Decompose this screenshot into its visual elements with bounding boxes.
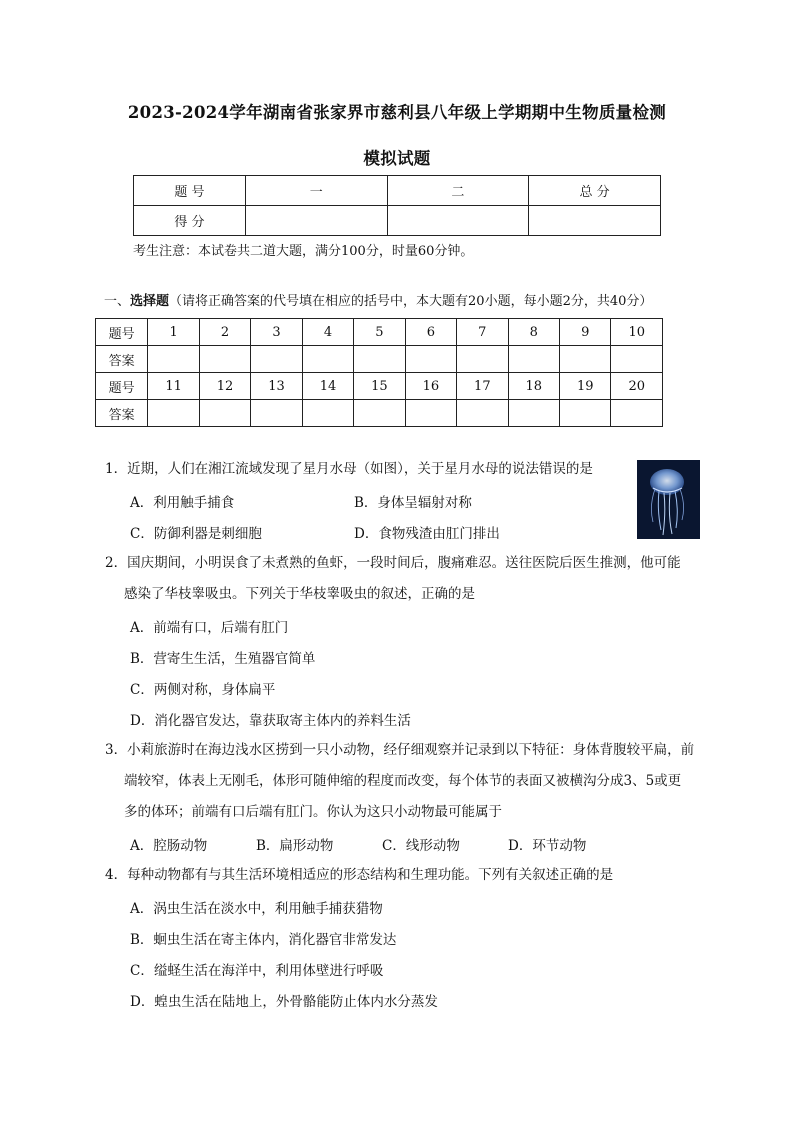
exam-notice: 考生注意：本试卷共二道大题，满分100分，时量60分钟。 [133, 244, 474, 259]
answer-cell[interactable] [560, 400, 611, 427]
question-3-stem-line1: 3．小莉旅游时在海边浅水区捞到一只小动物，经仔细观察并记录到以下特征：身体背腹较平扁，前 [105, 742, 695, 758]
score-header-cell: 题 号 [134, 176, 246, 206]
answer-num: 17 [457, 373, 508, 400]
question-4-stem: 4．每种动物都有与其生活环境相适应的形态结构和生理功能。下列有关叙述正确的是 [105, 867, 614, 883]
question-1-option-c: C．防御利器是刺细胞 [130, 526, 262, 542]
answer-num: 16 [405, 373, 456, 400]
answer-cell[interactable] [199, 400, 250, 427]
score-header-cell: 一 [245, 176, 387, 206]
question-2-option-b: B．营寄生生活，生殖器官简单 [130, 651, 316, 667]
section-title: 选择题 [130, 294, 170, 309]
exam-title: 2023-2024学年湖南省张家界市慈利县八年级上学期期中生物质量检测 [127, 103, 667, 122]
question-3-option-c: C．线形动物 [382, 838, 460, 854]
answer-num: 14 [302, 373, 353, 400]
section-prefix: 一、 [104, 294, 131, 309]
section-heading [104, 290, 652, 309]
question-3-option-d: D．环节动物 [508, 838, 587, 854]
question-4-option-a: A．涡虫生活在淡水中，利用触手捕获猎物 [130, 901, 383, 917]
answer-cell[interactable] [199, 346, 250, 373]
answer-cell[interactable] [560, 346, 611, 373]
question-2-option-c: C．两侧对称，身体扁平 [130, 682, 276, 698]
answer-label: 答案 [96, 346, 148, 373]
answer-num: 12 [199, 373, 250, 400]
answer-cell[interactable] [508, 400, 559, 427]
answer-cell[interactable] [354, 400, 405, 427]
answer-num: 18 [508, 373, 559, 400]
question-4-option-b: B．蛔虫生活在寄主体内，消化器官非常发达 [130, 932, 397, 948]
answer-num: 4 [302, 319, 353, 346]
question-3-stem-line2: 端较窄，体表上无刚毛，体形可随伸缩的程度而改变，每个体节的表面又被横沟分成3、5或更 [124, 773, 682, 789]
question-2-stem-line1: 2．国庆期间，小明误食了未煮熟的鱼虾，一段时间后，腹痛难忍。送往医院后医生推测，他可能 [105, 555, 681, 571]
question-2-stem-line2: 感染了华枝睾吸虫。下列关于华枝睾吸虫的叙述，正确的是 [124, 586, 475, 602]
answer-num-label: 题号 [96, 373, 148, 400]
question-4-option-c: C．缢蛏生活在海洋中，利用体壁进行呼吸 [130, 963, 384, 979]
score-header-cell: 二 [387, 176, 529, 206]
answer-cell[interactable] [611, 400, 663, 427]
score-input-cell[interactable] [245, 206, 387, 236]
answer-num: 3 [251, 319, 302, 346]
answer-num: 20 [611, 373, 663, 400]
question-3-stem-line3: 多的体环；前端有口后端有肛门。你认为这只小动物最可能属于 [124, 804, 502, 820]
answer-cell[interactable] [611, 346, 663, 373]
score-row-label: 得 分 [134, 206, 246, 236]
answer-cell[interactable] [354, 346, 405, 373]
answer-cell[interactable] [405, 346, 456, 373]
answer-num: 8 [508, 319, 559, 346]
answer-cell[interactable] [148, 346, 199, 373]
answer-num: 9 [560, 319, 611, 346]
answer-num: 2 [199, 319, 250, 346]
answer-cell[interactable] [405, 400, 456, 427]
answer-cell[interactable] [508, 346, 559, 373]
section-instructions: （请将正确答案的代号填在相应的括号中，本大题有20小题，每小题2分，共40分） [169, 294, 653, 309]
question-3-option-b: B．扁形动物 [256, 838, 334, 854]
answer-num: 10 [611, 319, 663, 346]
question-1-option-b: B．身体呈辐射对称 [354, 495, 472, 511]
exam-subtitle: 模拟试题 [363, 149, 431, 168]
score-table [133, 175, 661, 236]
answer-num-label: 题号 [96, 319, 148, 346]
score-header-cell: 总 分 [529, 176, 661, 206]
question-1-option-a: A．利用触手捕食 [130, 495, 235, 511]
answer-cell[interactable] [251, 346, 302, 373]
answer-cell[interactable] [302, 400, 353, 427]
answer-num: 11 [148, 373, 199, 400]
answer-num: 5 [354, 319, 405, 346]
answer-num: 7 [457, 319, 508, 346]
answer-cell[interactable] [148, 400, 199, 427]
question-3-option-a: A．腔肠动物 [130, 838, 208, 854]
score-input-cell[interactable] [529, 206, 661, 236]
jellyfish-image [637, 460, 700, 539]
answer-num: 13 [251, 373, 302, 400]
answer-cell[interactable] [457, 400, 508, 427]
question-1-option-d: D．食物残渣由肛门排出 [354, 526, 500, 542]
answer-num: 15 [354, 373, 405, 400]
answer-num: 19 [560, 373, 611, 400]
question-4-option-d: D．蝗虫生活在陆地上，外骨骼能防止体内水分蒸发 [130, 994, 438, 1010]
answer-label: 答案 [96, 400, 148, 427]
answer-cell[interactable] [457, 346, 508, 373]
score-input-cell[interactable] [387, 206, 529, 236]
answer-table [95, 318, 663, 427]
answer-num: 1 [148, 319, 199, 346]
answer-cell[interactable] [251, 400, 302, 427]
answer-cell[interactable] [302, 346, 353, 373]
question-2-option-a: A．前端有口，后端有肛门 [130, 620, 289, 636]
question-1-stem: 1．近期，人们在湘江流域发现了星月水母（如图），关于星月水母的说法错误的是 [105, 461, 593, 477]
answer-num: 6 [405, 319, 456, 346]
question-2-option-d: D．消化器官发达，靠获取寄主体内的养料生活 [130, 713, 411, 729]
